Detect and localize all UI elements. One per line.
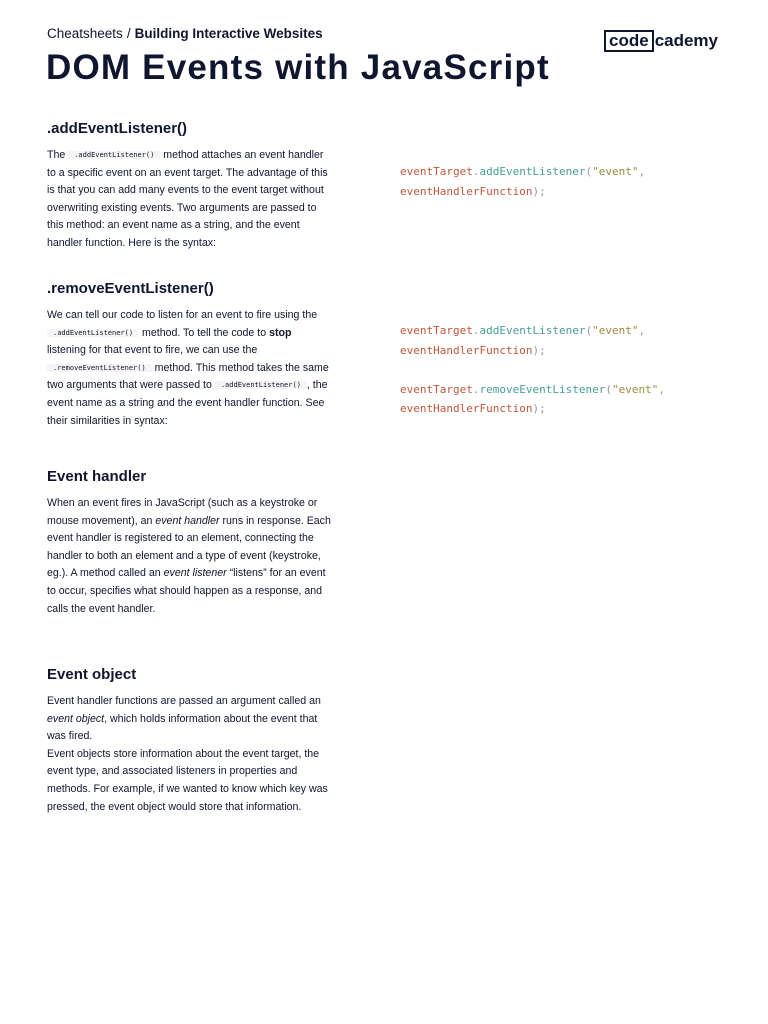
body-text: Event objects store information about the event target, the event type, and associated listeners in properties and methods. For example, if we wanted to know which key was pressed, the event object would store that information. (47, 747, 328, 813)
section-body (47, 495, 332, 618)
section-heading: .removeEventListener() (47, 280, 214, 297)
breadcrumb-separator: / (126, 26, 131, 41)
code-block-remove (400, 321, 730, 419)
logo-boxed-text: code (604, 30, 654, 52)
code-token: eventHandlerFunction (400, 343, 533, 357)
breadcrumb-root-link[interactable]: Cheatsheets (47, 26, 123, 41)
code-token: addEventListener (479, 165, 586, 178)
body-text: When an event fires in JavaScript (such as a keystroke or mouse movement), an (47, 497, 318, 527)
code-token: eventTarget (400, 382, 473, 396)
body-text: The (47, 149, 66, 161)
code-token: . (472, 324, 480, 337)
code-token: eventHandlerFunction (400, 184, 533, 198)
section-body (47, 307, 332, 430)
codecademy-logo[interactable] (604, 30, 718, 52)
inline-code: .addEventListener() (47, 329, 139, 337)
section-heading: Event object (47, 666, 137, 683)
code-token: . (472, 382, 480, 396)
section-heading: .addEventListener() (47, 120, 188, 137)
section-heading: Event handler (47, 468, 147, 485)
body-text: runs in response. Each event handler is registered to an element, connecting the handler to both an element and a type of event (keystroke, eg.). A method called an (47, 514, 331, 580)
code-token: addEventListener (479, 324, 586, 337)
code-token: "event" (592, 324, 639, 337)
section-body (47, 693, 332, 816)
code-token: ( (585, 165, 593, 178)
code-token: . (472, 165, 480, 178)
italic-text: event listener (163, 567, 227, 580)
code-token: "event" (611, 382, 659, 396)
italic-text: event object (47, 712, 105, 725)
breadcrumb (47, 26, 323, 41)
code-token: eventTarget (400, 165, 473, 178)
italic-text: event handler (155, 514, 220, 527)
body-text: “listens” for an event to occur, specifies what should happen as a response, and calls the event handler. (47, 567, 326, 615)
section-add-event-listener (47, 120, 332, 253)
code-token: ( (585, 324, 593, 337)
code-token: , (638, 165, 646, 178)
body-text: listening for that event to fire, we can use the (47, 344, 258, 357)
code-token: , (658, 382, 665, 396)
code-token: ); (532, 184, 546, 198)
code-token: ); (532, 402, 546, 415)
code-token: ); (532, 343, 546, 357)
code-block-add (400, 162, 730, 201)
page-title: DOM Events with JavaScript (46, 48, 550, 87)
code-token: , (638, 324, 646, 337)
section-event-handler (47, 468, 332, 618)
section-body (47, 147, 332, 253)
code-token: "event" (592, 165, 639, 178)
body-text: Event handler functions are passed an argument called an (47, 695, 321, 707)
body-text: method attaches an event handler to a specific event on an event target. The advantage of this is that you can add many events to the event target without overwriting existing events. Two arguments are passed to this method: an event name as a string, and the event handler function. Here is the syntax: (47, 149, 328, 249)
body-text: method. This method takes the same two arguments that were passed to (47, 361, 329, 392)
bold-text: stop (269, 326, 292, 339)
inline-code: .removeEventListener() (47, 364, 152, 372)
body-text: method. To tell the code to (142, 326, 267, 339)
logo-rest-text: cademy (654, 31, 719, 50)
body-text: We can tell our code to listen for an event to fire using the (47, 309, 318, 321)
code-token: eventTarget (400, 324, 473, 337)
section-event-object (47, 666, 332, 816)
inline-code: .addEventListener() (68, 151, 160, 159)
code-token: ( (605, 382, 612, 396)
inline-code: .addEventListener() (215, 381, 307, 389)
section-remove-event-listener (47, 280, 332, 430)
code-token: eventHandlerFunction (400, 402, 533, 415)
body-text: , the event name as a string and the event handler function. See their similarities in syntax: (47, 379, 328, 427)
breadcrumb-current[interactable]: Building Interactive Websites (134, 26, 323, 41)
code-token: removeEventListener (479, 382, 606, 396)
body-text: , which holds information about the event that was fired. (47, 712, 318, 743)
